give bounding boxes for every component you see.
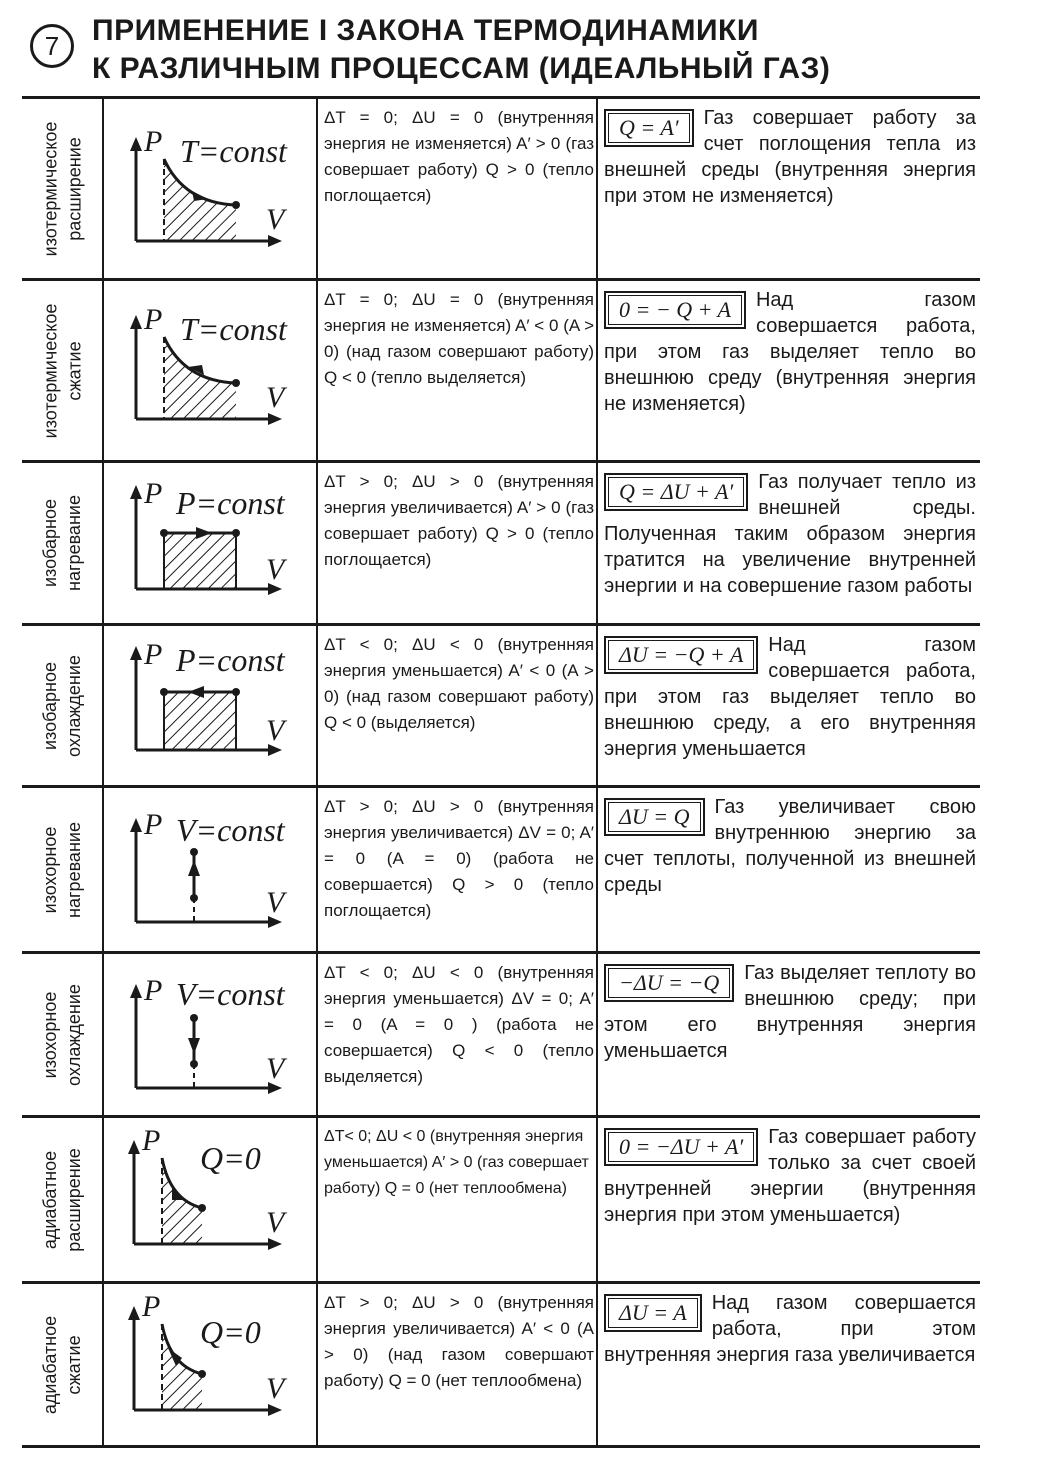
process-name-line: нагревание — [64, 495, 85, 591]
process-row-isochoric-cooling — [22, 954, 980, 1115]
first-law-formula: Q = A′ — [608, 113, 690, 143]
v-axis-label: V — [266, 381, 285, 414]
process-name — [22, 99, 102, 278]
formula-box — [604, 473, 748, 511]
process-name-line: охлаждение — [64, 983, 85, 1086]
formula-box — [604, 798, 705, 836]
process-condition-label: V=const — [176, 812, 285, 848]
work-area-hatch — [164, 337, 236, 419]
description-text: Газ совершает работу за счет поглощения тепла из внешней среды (внутренняя энергия при этом не изменяется) — [604, 107, 976, 207]
process-row-isothermal-compression — [22, 281, 980, 460]
process-name-line: изохорное — [40, 991, 61, 1078]
p-axis-label: P — [144, 974, 163, 1007]
v-axis-label: V — [266, 553, 285, 586]
state-point — [232, 379, 240, 387]
p-axis-label: P — [144, 303, 163, 336]
process-name-line: изотермическое — [40, 121, 61, 256]
first-law-formula: Q = ΔU + A′ — [608, 477, 744, 507]
process-name-line: нагревание — [64, 821, 85, 918]
v-axis-label: V — [266, 203, 285, 236]
process-condition-label: V=const — [176, 976, 285, 1012]
process-name — [22, 626, 102, 785]
table-rule — [22, 1445, 980, 1448]
process-name — [22, 281, 102, 460]
description-cell — [604, 469, 976, 621]
process-name-line: расширение — [64, 136, 85, 241]
description-text: Газ получает тепло из внешней среды. Полученная таким образом энергия тратится на увеличение внутренней энергии и на совершение газом работы — [604, 471, 976, 597]
pv-graph — [104, 1284, 316, 1445]
p-axis-arrow — [128, 1140, 140, 1154]
p-axis-arrow — [130, 818, 142, 832]
process-condition-label: T=const — [180, 133, 287, 169]
conditions-text: ΔT > 0; ΔU > 0 (внутренняя энергия увеличивается) A′ < 0 (A > 0) (над газом совершают работу) Q = 0 (нет теплообмена) — [324, 1293, 594, 1390]
section-number-badge: 7 — [30, 24, 74, 68]
process-name — [22, 463, 102, 623]
description-cell — [604, 632, 976, 783]
process-row-adiabatic-compression — [22, 1284, 980, 1445]
description-text: Над газом совершается работа, при этом внутренняя энергия газа увеличивается — [604, 1292, 976, 1366]
process-name-line: изобарное — [40, 499, 61, 588]
process-name — [22, 1284, 102, 1445]
v-axis-label: V — [266, 1052, 285, 1085]
process-name-line: изотермическое — [40, 303, 61, 438]
pv-graph — [104, 99, 316, 278]
state-point — [190, 894, 198, 902]
pv-graph — [104, 463, 316, 623]
first-law-formula: −ΔU = −Q — [608, 968, 730, 998]
process-row-isochoric-heating — [22, 788, 980, 951]
work-area-hatch — [164, 533, 236, 589]
p-axis-arrow — [130, 984, 142, 998]
p-axis-arrow — [130, 646, 142, 660]
conditions-text: ΔT > 0; ΔU > 0 (внутренняя энергия увеличивается) A′ > 0 (газ совершает работу) Q > 0 (тепло поглощается) — [324, 472, 594, 569]
formula-box — [604, 1128, 758, 1166]
description-cell — [604, 794, 976, 949]
process-name — [22, 954, 102, 1115]
p-axis-arrow — [130, 137, 142, 151]
state-point — [160, 688, 168, 696]
description-cell — [604, 287, 976, 458]
p-axis-label: P — [144, 477, 163, 510]
pv-diagram — [104, 1284, 316, 1445]
first-law-formula: ΔU = A — [608, 1298, 698, 1328]
state-point — [198, 1204, 206, 1212]
state-point — [232, 201, 240, 209]
process-row-adiabatic-expansion — [22, 1118, 980, 1281]
process-condition-label: P=const — [176, 642, 285, 678]
v-axis-label: V — [266, 1372, 285, 1405]
process-row-isobaric-cooling — [22, 626, 980, 785]
process-name-line: адиабатное — [40, 1315, 61, 1414]
pv-diagram — [104, 99, 316, 278]
pv-diagram — [104, 281, 316, 460]
first-law-formula: 0 = −ΔU + A′ — [608, 1132, 754, 1162]
description-cell — [604, 105, 976, 276]
page-title — [92, 12, 992, 88]
process-name — [22, 1118, 102, 1281]
process-name-line: изобарное — [40, 661, 61, 750]
process-name-line: адиабатное — [40, 1150, 61, 1249]
pv-graph — [104, 626, 316, 785]
formula-box — [604, 636, 758, 674]
pv-graph — [104, 281, 316, 460]
p-axis-label: P — [142, 1290, 161, 1323]
p-axis-label: P — [144, 125, 163, 158]
title-line-2: К РАЗЛИЧНЫМ ПРОЦЕССАМ (ИДЕАЛЬНЫЙ ГАЗ) — [92, 52, 831, 85]
state-point — [198, 1370, 206, 1378]
p-axis-arrow — [130, 485, 142, 499]
pv-graph — [104, 788, 316, 951]
state-point — [232, 529, 240, 537]
p-axis-arrow — [128, 1306, 140, 1320]
process-name-line: сжатие — [64, 1334, 85, 1395]
v-axis-label: V — [266, 1206, 285, 1239]
description-text: Над газом совершается работа, при этом газ выделяет тепло во внешнюю среду (внутренняя энергия не изменяется) — [604, 289, 976, 415]
state-point — [190, 1060, 198, 1068]
process-name — [22, 788, 102, 951]
process-row-isothermal-expansion — [22, 99, 980, 278]
process-name-line: изохорное — [40, 826, 61, 913]
processes-table — [22, 96, 980, 1448]
p-axis-label: P — [144, 638, 163, 671]
conditions-text: ΔT = 0; ΔU = 0 (внутренняя энергия не изменяется) A′ < 0 (A > 0) (над газом совершают работу) Q < 0 (тепло выделяется) — [324, 290, 594, 387]
state-point — [232, 688, 240, 696]
description-cell — [604, 1124, 976, 1279]
process-name-line: охлаждение — [64, 654, 85, 757]
process-condition-label: Q=0 — [200, 1314, 261, 1350]
v-axis-label: V — [266, 714, 285, 747]
v-axis-label: V — [266, 886, 285, 919]
conditions-text: ΔT < 0; ΔU < 0 (внутренняя энергия уменьшается) A′ < 0 (A > 0) (над газом совершают работу) Q < 0 (выделяется) — [324, 635, 594, 732]
p-axis-arrow — [130, 315, 142, 329]
work-area-hatch — [162, 1158, 202, 1244]
title-line-1: ПРИМЕНЕНИЕ I ЗАКОНА ТЕРМОДИНАМИКИ — [92, 14, 759, 47]
p-axis-label: P — [142, 1124, 161, 1157]
state-point — [190, 848, 198, 856]
pv-graph — [104, 954, 316, 1115]
process-name-line: расширение — [64, 1147, 85, 1252]
description-text: Газ совершает работу только за счет своей внутренней энергии (внутренняя энергия при этом уменьшается) — [604, 1126, 976, 1226]
direction-arrow — [188, 1038, 200, 1054]
formula-box — [604, 291, 746, 329]
direction-arrow — [188, 860, 200, 876]
work-area-hatch — [164, 692, 236, 750]
formula-box — [604, 1294, 702, 1332]
process-row-isobaric-heating — [22, 463, 980, 623]
process-condition-label: P=const — [176, 485, 285, 521]
formula-box — [604, 964, 734, 1002]
process-name-line: сжатие — [64, 340, 85, 401]
pv-graph — [104, 1118, 316, 1281]
description-cell — [604, 1290, 976, 1443]
first-law-formula: ΔU = Q — [608, 802, 701, 832]
description-cell — [604, 960, 976, 1113]
work-area-hatch — [162, 1324, 202, 1410]
description-text: Над газом совершается работа, при этом газ выделяет тепло во внешнюю среду, а его внутренняя энергия уменьшается — [604, 634, 976, 760]
first-law-formula: 0 = − Q + A — [608, 295, 742, 325]
formula-box — [604, 109, 694, 147]
conditions-text: ΔT< 0; ΔU < 0 (внутренняя энергия уменьшается) A′ > 0 (газ совершает работу) Q = 0 (нет теплообмена) — [324, 1128, 589, 1197]
conditions-text: ΔT > 0; ΔU > 0 (внутренняя энергия увеличивается) ΔV = 0; A′ = 0 (A = 0) (работа не совершается) Q > 0 (тепло поглощается) — [324, 797, 594, 920]
process-condition-label: T=const — [180, 311, 287, 347]
conditions-text: ΔT = 0; ΔU = 0 (внутренняя энергия не изменяется) A′ > 0 (газ совершает работу) Q > 0 (тепло поглощается) — [324, 108, 594, 205]
description-text: Газ увеличивает свою внутреннюю энергию за счет теплоты, полученной из внешней среды — [604, 796, 976, 896]
description-text: Газ выделяет теплоту во внешнюю среду; при этом его внутренняя энергия уменьшается — [604, 962, 976, 1062]
p-axis-label: P — [144, 808, 163, 841]
process-condition-label: Q=0 — [200, 1140, 261, 1176]
state-point — [160, 529, 168, 537]
page-header — [0, 0, 1038, 96]
conditions-text: ΔT < 0; ΔU < 0 (внутренняя энергия уменьшается) ΔV = 0; A′ = 0 (A = 0 ) (работа не совершается) Q < 0 (тепло выделяется) — [324, 963, 594, 1086]
first-law-formula: ΔU = −Q + A — [608, 640, 754, 670]
state-point — [190, 1014, 198, 1022]
